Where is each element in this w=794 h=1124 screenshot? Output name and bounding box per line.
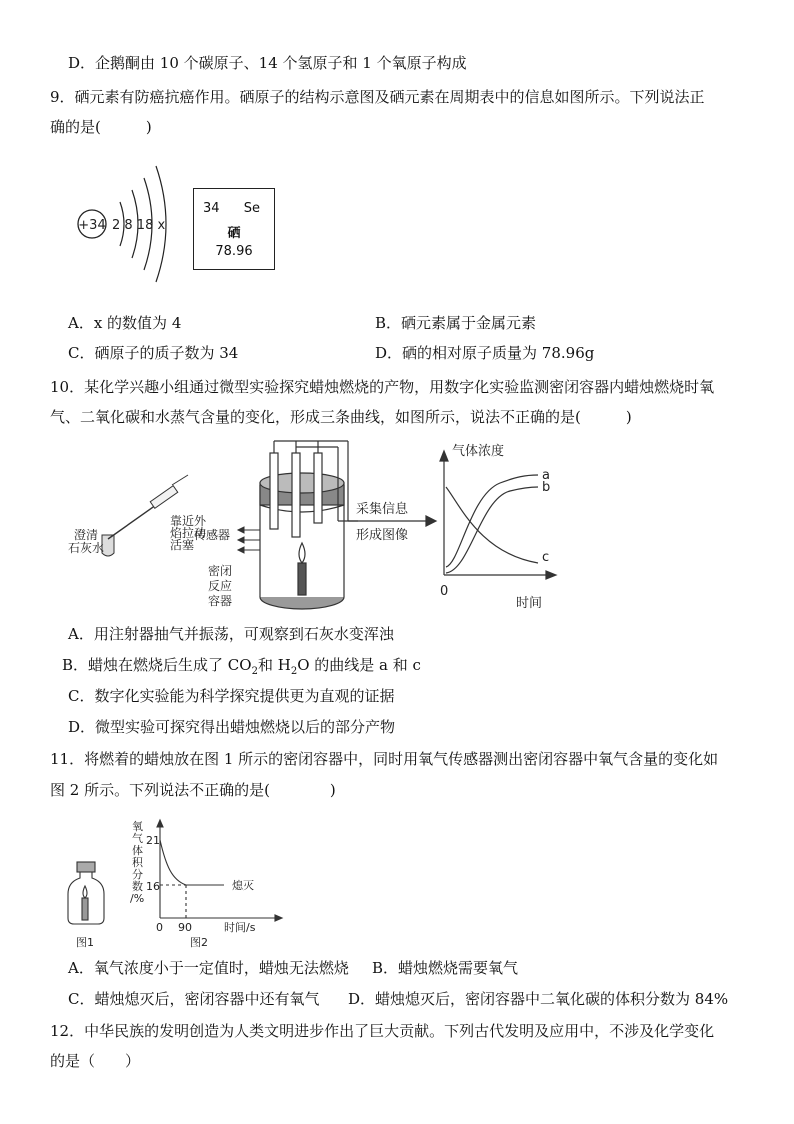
vessel-label-1: 密闭	[208, 564, 233, 578]
near-flame-label-3: 活塞	[170, 538, 195, 552]
form-label: 形成图像	[356, 528, 409, 543]
vessel-label-2: 反应	[208, 579, 233, 593]
y-tick-21: 21	[146, 834, 160, 847]
curve-c	[446, 487, 538, 563]
fig2-y-label	[130, 819, 144, 905]
extinguish-label: 熄灭	[232, 879, 254, 892]
q11-option-a: A．氧气浓度小于一定值时，蜡烛无法燃烧	[68, 959, 349, 977]
q9-atom-structure-diagram	[72, 160, 182, 290]
curve-a-label: a	[542, 468, 550, 483]
shell-electrons: 2 8 18 x	[112, 218, 166, 233]
graph-x-label: 时间	[516, 596, 543, 611]
graph-origin: 0	[440, 584, 449, 599]
q10-experiment-figure	[60, 435, 570, 620]
element-symbol: Se	[243, 201, 260, 216]
collect-label: 采集信息	[356, 502, 409, 517]
x-tick-90: 90	[178, 921, 192, 934]
nucleus-label: +34	[78, 218, 106, 233]
q10-option-a: A．用注射器抽气并振荡，可观察到石灰水变浑浊	[68, 625, 394, 643]
q12-stem-line2: 的是（ ）	[50, 1052, 141, 1070]
svg-text:数: 数	[132, 880, 143, 893]
x-tick-0: 0	[156, 921, 163, 934]
limewater-label-1: 澄清	[74, 528, 99, 542]
fig1-jar	[68, 862, 104, 924]
q11-stem-line2: 图 2 所示。下列说法不正确的是( )	[50, 781, 336, 799]
fig2-oxygen-graph	[157, 820, 282, 921]
fig1-caption: 图1	[76, 936, 94, 949]
fig2-caption: 图2	[190, 936, 208, 949]
fig2-x-label: 时间/s	[224, 921, 256, 934]
q10-option-c: C．数字化实验能为科学探究提供更为直观的证据	[68, 687, 395, 705]
q11-figure	[60, 818, 300, 953]
q9-element-card	[193, 188, 275, 270]
q10-stem-line2: 气、二氧化碳和水蒸气含量的变化，形成三条曲线，如图所示，说法不正确的是( )	[50, 408, 632, 426]
collect-arrow	[348, 516, 436, 526]
y-tick-16: 16	[146, 880, 160, 893]
svg-text:氧: 氧	[132, 820, 143, 833]
q9-option-c: C．硒原子的质子数为 34	[68, 344, 239, 362]
closed-reaction-vessel	[260, 441, 358, 609]
element-mass: 78.96	[215, 244, 253, 259]
q10-stem-line1: 10．某化学兴趣小组通过微型实验探究蜡烛燃烧的产物，用数字化实验监测密闭容器内蜡烛燃烧时氧	[50, 378, 715, 396]
svg-text:气: 气	[132, 832, 143, 845]
q11-option-d: D．蜡烛熄灭后，密闭容器中二氧化碳的体积分数为 84%	[348, 990, 729, 1008]
oxygen-curve	[160, 840, 224, 885]
q12-stem-line1: 12．中华民族的发明创造为人类文明进步作出了巨大贡献。下列古代发明及应用中，不涉及化学变化	[50, 1022, 715, 1040]
q10-option-b: B．蜡烛在燃烧后生成了 $CO_2$和 $H_2O$ 的曲线是 a 和 c	[62, 656, 421, 677]
curve-c-label: c	[542, 550, 550, 565]
curve-a	[446, 475, 538, 567]
q11-stem-line1: 11．将燃着的蜡烛放在图 1 所示的密闭容器中，同时用氧气传感器测出密闭容器中氧气含量的变化如	[50, 750, 719, 768]
sensor-label: 传感器	[194, 528, 231, 542]
q9-stem-line2: 确的是( )	[50, 118, 152, 136]
curve-b-label: b	[542, 480, 551, 495]
q11-option-c: C．蜡烛熄灭后，密闭容器中还有氧气	[68, 990, 320, 1008]
q9-option-b: B．硒元素属于金属元素	[375, 314, 537, 332]
q9-option-a: A．x 的数值为 4	[68, 314, 182, 332]
q8-option-d: D．企鹅酮由 10 个碳原子、14 个氢原子和 1 个氧原子构成	[68, 54, 467, 72]
vessel-label-3: 容器	[208, 594, 233, 608]
element-name: 硒	[227, 226, 241, 241]
q11-option-b: B．蜡烛燃烧需要氧气	[372, 959, 519, 977]
near-flame-label-2: 焰拉动	[170, 526, 207, 540]
q10-option-d: D．微型实验可探究得出蜡烛燃烧以后的部分产物	[68, 718, 396, 736]
element-number: 34	[203, 201, 220, 216]
limewater-label-2: 石灰水	[68, 541, 105, 555]
svg-text:/%: /%	[130, 892, 145, 905]
svg-text:体: 体	[132, 844, 143, 857]
near-flame-label-1: 靠近外	[170, 514, 207, 528]
q9-option-d: D．硒的相对原子质量为 78.96g	[375, 344, 595, 362]
svg-text:积: 积	[132, 856, 143, 869]
graph-y-label: 气体浓度	[452, 444, 505, 459]
svg-text:分: 分	[132, 868, 143, 881]
q9-stem-line1: 9．硒元素有防癌抗癌作用。硒原子的结构示意图及硒元素在周期表中的信息如图所示。下列说法正	[50, 88, 705, 106]
gas-concentration-graph	[440, 451, 556, 579]
